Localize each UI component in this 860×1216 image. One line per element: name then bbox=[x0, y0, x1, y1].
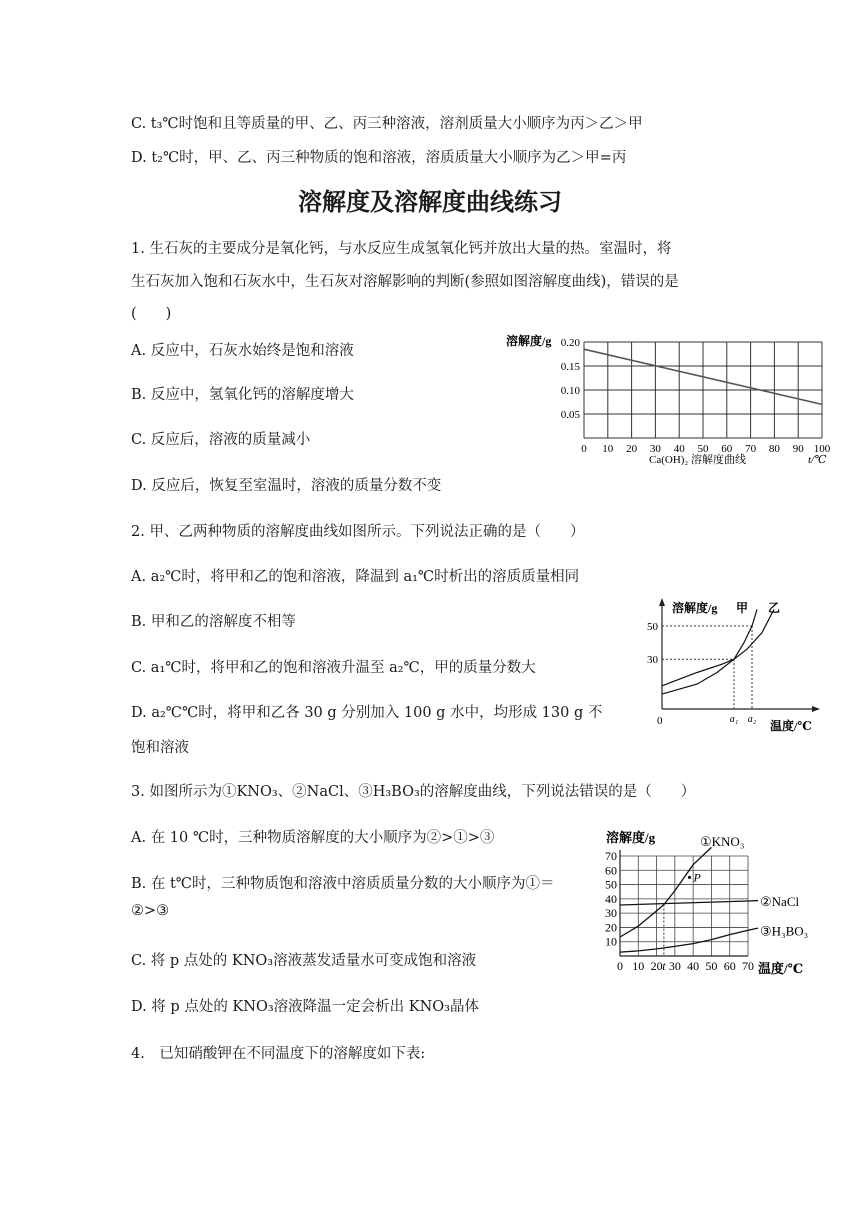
chart3-label-h3bo3: ③H₃BO₃ bbox=[760, 923, 809, 939]
q3-option-d: D. 将 p 点处的 KNO₃溶液降温一定会析出 KNO₃晶体 bbox=[131, 999, 479, 1015]
chart1-x-tick: 80 bbox=[768, 443, 780, 455]
q2-option-b: B. 甲和乙的溶解度不相等 bbox=[131, 614, 296, 630]
chart1-x-tick: 0 bbox=[581, 443, 587, 455]
chart1-x-tick: 10 bbox=[602, 443, 614, 455]
chart3-x-tick: 60 bbox=[723, 959, 736, 973]
chart3-y-tick: 70 bbox=[605, 849, 617, 863]
chart3-y-tick: 30 bbox=[605, 906, 617, 921]
q1-option-b: B. 反应中，氢氧化钙的溶解度增大 bbox=[131, 387, 354, 403]
chart3-x-tick: 40 bbox=[687, 959, 700, 973]
chart1-caption: Ca(OH)₂ 溶解度曲线 bbox=[649, 454, 747, 466]
page-title: 溶解度及溶解度曲线练习 bbox=[298, 188, 562, 216]
chart2-origin-label: 0 bbox=[657, 715, 663, 727]
chart1-y-tick: 0.05 bbox=[560, 409, 580, 421]
chart3-x-tick: 70 bbox=[742, 959, 754, 973]
chart1-x-tick: 40 bbox=[673, 443, 685, 455]
chart2-series-yi-label: 乙 bbox=[768, 601, 781, 615]
chart1-ylabel: 溶解度/g bbox=[506, 334, 552, 348]
chart1-y-tick: 0.20 bbox=[560, 337, 580, 349]
chart3-label-nacl: ②NaCl bbox=[760, 894, 800, 909]
prev-option-d: D. t₂℃时，甲、乙、丙三种物质的饱和溶液，溶质质量大小顺序为乙＞甲=丙 bbox=[131, 150, 627, 166]
chart2-y-tick: 30 bbox=[647, 654, 658, 667]
chart3-y-tick: 10 bbox=[605, 934, 617, 949]
chart1-y-tick: 0.15 bbox=[560, 361, 580, 373]
chart3-y-tick: 40 bbox=[605, 891, 617, 906]
chart3-ylabel: 溶解度/g bbox=[606, 830, 656, 845]
chart1-x-tick: 90 bbox=[792, 443, 804, 455]
q4-stem: 4. 已知硝酸钾在不同温度下的溶解度如下表: bbox=[131, 1046, 426, 1062]
chart3-x-tick: 30 bbox=[668, 959, 681, 973]
chart2-y-tick: 50 bbox=[647, 621, 658, 633]
q3-stem: 3. 如图所示为①KNO₃、②NaCl、③H₃BO₃的溶解度曲线，下列说法错误的是（ ） bbox=[131, 784, 696, 800]
chart3-point-p bbox=[688, 876, 691, 879]
chart1-y-tick: 0.10 bbox=[560, 385, 580, 397]
chart3-xlabel: 温度/℃ bbox=[758, 961, 804, 976]
chart3-series-nacl bbox=[620, 901, 748, 905]
q1-option-c: C. 反应后，溶液的质量减小 bbox=[131, 432, 311, 448]
chart3-y-tick: 60 bbox=[605, 863, 617, 878]
q1-stem-line1: 1. 生石灰的主要成分是氧化钙，与水反应生成氢氧化钙并放出大量的热。室温时，将 bbox=[131, 241, 672, 257]
q2-option-a: A. a₂℃时，将甲和乙的饱和溶液，降温到 a₁℃时析出的溶质质量相同 bbox=[131, 569, 580, 585]
q1-stem-line3: ( ) bbox=[131, 306, 172, 322]
q3-option-a: A. 在 10 ℃时，三种物质溶解度的大小顺序为②>①>③ bbox=[131, 830, 495, 846]
chart1-xlabel: t/℃ bbox=[808, 454, 827, 466]
prev-option-c: C. t₃℃时饱和且等质量的甲、乙、丙三种溶液，溶剂质量大小顺序为丙＞乙＞甲 bbox=[131, 116, 643, 132]
chart1-x-tick: 70 bbox=[745, 443, 757, 455]
chart2-y-arrow bbox=[659, 598, 665, 606]
q2-option-d-line1: D. a₂℃℃时，将甲和乙各 30 g 分别加入 100 g 水中，均形成 130 g 不 bbox=[131, 705, 603, 721]
q3-option-c: C. 将 p 点处的 KNO₃溶液蒸发适量水可变成饱和溶液 bbox=[131, 953, 477, 969]
chart2-x-arrow bbox=[812, 706, 820, 712]
chart2-series-jia-label: 甲 bbox=[736, 601, 749, 615]
q1-stem-line2: 生石灰加入饱和石灰水中，生石灰对溶解影响的判断(参照如图溶解度曲线)，错误的是 bbox=[131, 274, 679, 290]
q3-option-b-line1: B. 在 t℃时，三种物质饱和溶液中溶质质量分数的大小顺序为①＝ bbox=[131, 876, 555, 892]
kno3-nacl-h3bo3-solubility-chart bbox=[596, 826, 836, 986]
chart3-x-tick: 50 bbox=[705, 959, 718, 973]
q1-option-d: D. 反应后，恢复至室温时，溶液的质量分数不变 bbox=[131, 478, 442, 494]
chart1-x-tick: 100 bbox=[813, 443, 831, 455]
chart3-label-kno3: ①KNO₃ bbox=[700, 834, 745, 849]
chart2-x-tick: a₁ bbox=[729, 714, 739, 725]
chart3-series-h3bo3 bbox=[620, 930, 748, 952]
q2-option-c: C. a₁℃时，将甲和乙的饱和溶液升温至 a₂℃，甲的质量分数大 bbox=[131, 660, 536, 676]
chart3-point-p-label: P bbox=[693, 870, 701, 885]
q1-option-a: A. 反应中，石灰水始终是饱和溶液 bbox=[131, 343, 354, 359]
chart3-x-tick: 10 bbox=[632, 959, 645, 973]
q2-stem: 2. 甲、乙两种物质的溶解度曲线如图所示。下列说法正确的是（ ） bbox=[131, 524, 585, 540]
chart2-xlabel: 温度/℃ bbox=[770, 719, 812, 733]
chart3-y-tick: 50 bbox=[605, 877, 617, 892]
q3-option-b-line2: ②>③ bbox=[131, 903, 170, 919]
q2-option-d-line2: 饱和溶液 bbox=[131, 740, 189, 756]
chart2-ylabel: 溶解度/g bbox=[672, 601, 718, 615]
chart1-x-tick: 20 bbox=[626, 443, 638, 455]
chart1-x-tick: 30 bbox=[649, 443, 661, 455]
caoh2-solubility-chart bbox=[504, 328, 834, 468]
chart3-x-tick: 20 bbox=[650, 959, 663, 973]
chart2-x-tick: a₂ bbox=[747, 714, 757, 725]
chart1-x-tick: 50 bbox=[697, 443, 709, 455]
chart3-h3bo3-leader bbox=[748, 928, 758, 930]
chart3-x-tick: t bbox=[662, 959, 666, 973]
chart2-series-yi bbox=[662, 609, 774, 685]
chart3-x-tick: 0 bbox=[617, 959, 623, 973]
chart3-y-tick: 20 bbox=[605, 920, 617, 935]
chart3-series-kno3 bbox=[620, 847, 711, 937]
jia-yi-solubility-chart bbox=[640, 596, 830, 736]
chart1-x-tick: 60 bbox=[721, 443, 733, 455]
